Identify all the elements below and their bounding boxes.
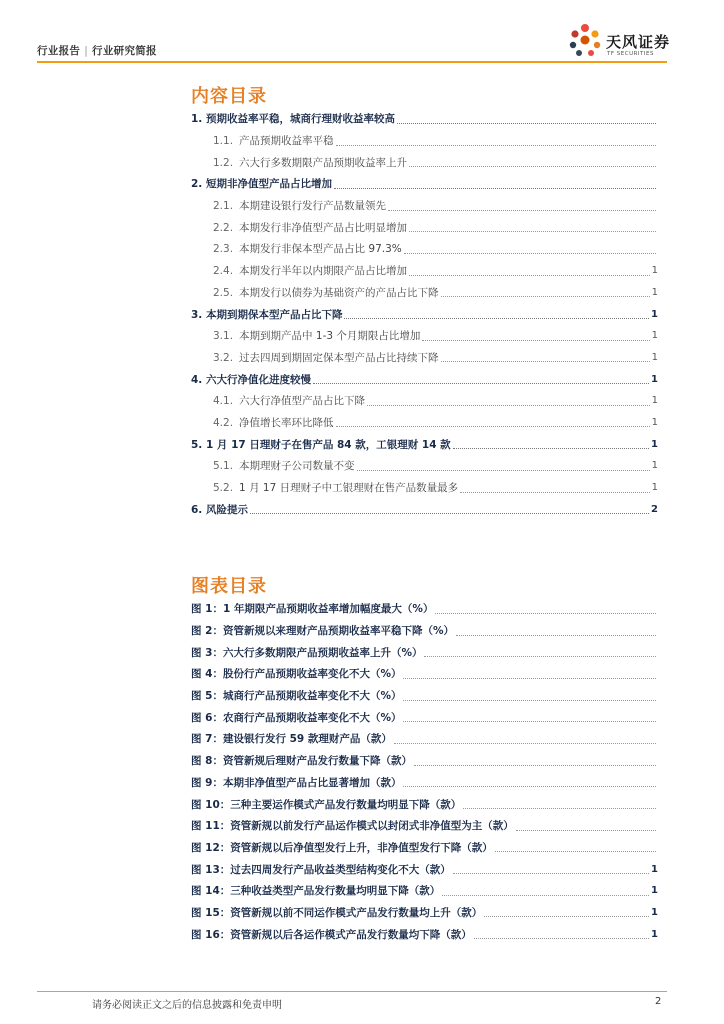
toc-entry[interactable] [191, 108, 658, 130]
figure-entry-text [191, 623, 454, 638]
toc-entry-number: 2.2. [213, 221, 234, 234]
figure-entry-text [191, 818, 514, 833]
figure-entry-text [191, 710, 401, 725]
toc-entry-text [191, 176, 332, 191]
toc-entry-page: 1 [651, 265, 658, 277]
figure-dot-leader [403, 689, 656, 701]
toc-dot-leader [409, 155, 656, 167]
figure-list-title: 图表目录 [191, 576, 267, 597]
figure-dot-leader [435, 602, 656, 614]
figure-dot-leader [463, 797, 656, 809]
figure-entry[interactable] [191, 923, 658, 945]
tf-securities-logo [566, 22, 676, 60]
toc-entry[interactable] [191, 173, 658, 195]
toc-entry-text [213, 155, 407, 170]
figure-entry[interactable] [191, 706, 658, 728]
table-of-contents [191, 108, 658, 520]
toc-entry-number: 2.1. [213, 200, 234, 213]
figure-entry[interactable] [191, 880, 658, 902]
figure-entry[interactable] [191, 750, 658, 772]
toc-entry-label: 本期发行半年以内期限产品占比增加 [239, 265, 408, 278]
toc-entry[interactable] [191, 260, 658, 282]
toc-entry[interactable] [191, 325, 658, 347]
toc-entry-text [191, 372, 311, 387]
toc-entry[interactable] [191, 303, 658, 325]
toc-entry-page: 1 [651, 460, 658, 472]
toc-entry-page: 1 [651, 286, 658, 298]
toc-entry[interactable] [191, 477, 658, 499]
page-header [0, 0, 724, 66]
toc-entry-label: 5. 1 月 17 日理财子在售产品 84 款，工银理财 14 款 [191, 438, 451, 451]
toc-entry-number: 3.1. [213, 330, 234, 343]
toc-dot-leader [334, 177, 656, 189]
toc-dot-leader [357, 459, 650, 471]
toc-entry-page: 1 [651, 438, 658, 450]
figure-entry-label: 图 7：建设银行发行 59 款理财产品（款） [191, 733, 392, 746]
toc-dot-leader [367, 394, 650, 406]
logo-chinese-name: 天风证券 [606, 33, 671, 51]
figure-dot-leader [403, 710, 656, 722]
toc-entry-text [191, 502, 248, 517]
toc-dot-leader [453, 437, 649, 449]
toc-entry-number: 5.2. [213, 482, 234, 495]
toc-entry[interactable] [191, 498, 658, 520]
toc-entry-label: 2. 短期非净值型产品占比增加 [191, 178, 332, 191]
figure-dot-leader [424, 645, 656, 657]
toc-dot-leader [460, 481, 650, 493]
figure-entry-label: 图 5：城商行产品预期收益率变化不大（%） [191, 690, 402, 703]
toc-entry-text [191, 437, 451, 452]
toc-entry-label: 产品预期收益率平稳 [239, 135, 334, 148]
figure-entry-label: 图 1：1 年期限产品预期收益率增加幅度最大（%） [191, 603, 434, 616]
page-number: 2 [655, 996, 662, 1007]
figure-entry-label: 图 6：农商行产品预期收益率变化不大（%） [191, 711, 402, 724]
toc-dot-leader [409, 264, 650, 276]
figure-entry-page: 1 [651, 885, 658, 897]
toc-entry-text [213, 198, 386, 213]
logo-english-name: TF SECURITIES [607, 51, 654, 57]
toc-entry[interactable] [191, 130, 658, 152]
figure-entry-text [191, 840, 493, 855]
toc-entry[interactable] [191, 151, 658, 173]
toc-entry-label: 本期发行非保本型产品占比 97.3% [239, 243, 402, 256]
toc-dot-leader [336, 415, 650, 427]
figure-dot-leader [456, 624, 656, 636]
toc-entry-text [213, 415, 334, 430]
figure-entry-text [191, 862, 451, 877]
toc-entry-text [213, 133, 334, 148]
toc-entry-number: 4.1. [213, 395, 234, 408]
toc-dot-leader [441, 285, 650, 297]
toc-dot-leader [422, 329, 649, 341]
figure-entry-page: 1 [651, 863, 658, 875]
figure-entry-text [191, 666, 401, 681]
figure-entry[interactable] [191, 902, 658, 924]
figure-entry-text [191, 601, 433, 616]
figure-dot-leader [403, 667, 656, 679]
toc-entry-page: 1 [651, 308, 658, 320]
toc-entry-label: 3. 本期到期保本型产品占比下降 [191, 308, 343, 321]
figure-entry-label: 图 8：资管新规后理财产品发行数量下降（款） [191, 755, 412, 768]
header-divider [37, 61, 667, 63]
figure-entry-label: 图 16：资管新规以后各运作模式产品发行数量均下降（款） [191, 928, 472, 941]
figure-entry-text [191, 775, 401, 790]
figure-dot-leader [394, 732, 656, 744]
toc-entry-text [213, 328, 420, 343]
figure-entry-label: 图 9：本期非净值型产品占比显著增加（款） [191, 776, 402, 789]
figure-entry[interactable] [191, 858, 658, 880]
toc-entry-page: 1 [651, 395, 658, 407]
toc-entry[interactable] [191, 390, 658, 412]
figure-entry-label: 图 11：资管新规以前发行产品运作模式以封闭式非净值型为主（款） [191, 820, 514, 833]
toc-entry-label: 本期建设银行发行产品数量领先 [239, 200, 387, 213]
toc-entry-number: 2.4. [213, 265, 234, 278]
toc-entry-label: 6. 风险提示 [191, 503, 248, 516]
disclaimer-note: 请务必阅读正文之后的信息披露和免责申明 [92, 1000, 282, 1011]
toc-dot-leader [409, 220, 656, 232]
toc-entry-label: 1 月 17 日理财子中工银理财在售产品数量最多 [239, 482, 459, 495]
figure-entry-label: 图 2：资管新规以来理财产品预期收益率平稳下降（%） [191, 625, 454, 638]
figure-dot-leader [442, 884, 649, 896]
figure-entry-text [191, 688, 401, 703]
toc-entry-page: 1 [651, 416, 658, 428]
figure-entry-text [191, 905, 482, 920]
report-subtype: 行业研究简报 [92, 45, 157, 57]
toc-entry[interactable] [191, 238, 658, 260]
toc-entry[interactable] [191, 216, 658, 238]
figure-entry[interactable] [191, 772, 658, 794]
toc-dot-leader [336, 134, 656, 146]
toc-entry-label: 4. 六大行净值化进度较慢 [191, 373, 311, 386]
toc-entry-label: 本期到期产品中 1-3 个月期限占比增加 [239, 330, 421, 343]
toc-entry-number: 4.2. [213, 416, 234, 429]
figure-entry-text [191, 753, 412, 768]
figure-dot-leader [414, 754, 656, 766]
figure-dot-leader [403, 775, 656, 787]
toc-entry-label: 过去四周到期固定保本型产品占比持续下降 [239, 351, 439, 364]
toc-dot-leader [441, 350, 650, 362]
figure-dot-leader [474, 927, 649, 939]
toc-dot-leader [397, 112, 656, 124]
toc-entry-page: 1 [651, 351, 658, 363]
toc-entry-number: 1.1. [213, 135, 234, 148]
figure-entry[interactable] [191, 620, 658, 642]
footer-divider [37, 991, 667, 992]
figure-entry-label: 图 13：过去四周发行产品收益类型结构变化不大（款） [191, 863, 451, 876]
toc-entry[interactable] [191, 412, 658, 434]
toc-entry-page: 1 [651, 330, 658, 342]
toc-title: 内容目录 [191, 86, 267, 107]
header-separator: | [84, 45, 89, 57]
figure-entry[interactable] [191, 728, 658, 750]
toc-entry-number: 2.3. [213, 243, 234, 256]
toc-entry-text [213, 350, 439, 365]
figure-entry[interactable] [191, 837, 658, 859]
figure-entry-text [191, 927, 472, 942]
toc-dot-leader [313, 372, 649, 384]
figure-list [191, 598, 658, 945]
toc-entry-number: 2.5. [213, 286, 234, 299]
toc-entry-page: 1 [651, 482, 658, 494]
toc-entry-label: 净值增长率环比降低 [239, 416, 334, 429]
figure-entry[interactable] [191, 598, 658, 620]
toc-entry-text [213, 458, 355, 473]
toc-entry-text [213, 263, 407, 278]
figure-entry-label: 图 12：资管新规以后净值型发行上升，非净值型发行下降（款） [191, 841, 493, 854]
toc-entry-text [213, 285, 439, 300]
figure-entry-label: 图 4：股份行产品预期收益率变化不大（%） [191, 668, 402, 681]
figure-dot-leader [453, 862, 649, 874]
figure-entry[interactable] [191, 793, 658, 815]
toc-entry-text [213, 241, 402, 256]
toc-entry-label: 本期发行以债券为基础资产的产品占比下降 [239, 286, 439, 299]
toc-entry-page: 2 [651, 503, 658, 515]
figure-dot-leader [516, 819, 656, 831]
report-category [37, 43, 157, 58]
toc-entry-label: 六大行多数期限产品预期收益率上升 [239, 156, 408, 169]
toc-entry-number: 1.2. [213, 156, 234, 169]
toc-entry[interactable] [191, 433, 658, 455]
figure-entry[interactable] [191, 663, 658, 685]
toc-entry[interactable] [191, 347, 658, 369]
figure-entry[interactable] [191, 685, 658, 707]
toc-entry-page: 1 [651, 373, 658, 385]
figure-dot-leader [495, 840, 656, 852]
toc-entry-text [213, 220, 407, 235]
figure-entry[interactable] [191, 641, 658, 663]
figure-dot-leader [484, 905, 649, 917]
figure-entry[interactable] [191, 815, 658, 837]
toc-entry-label: 本期发行非净值型产品占比明显增加 [239, 221, 408, 234]
toc-entry-text [213, 393, 365, 408]
figure-entry-label: 图 3：六大行多数期限产品预期收益率上升（%） [191, 646, 423, 659]
figure-entry-text [191, 797, 461, 812]
figure-entry-page: 1 [651, 906, 658, 918]
toc-entry-label: 六大行净值型产品占比下降 [239, 395, 366, 408]
figure-entry-label: 图 10：三种主要运作模式产品发行数量均明显下降（款） [191, 798, 462, 811]
toc-entry-label: 1. 预期收益率平稳，城商行理财收益率较高 [191, 113, 395, 126]
figure-entry-text [191, 731, 392, 746]
figure-entry-page: 1 [651, 928, 658, 940]
figure-entry-text [191, 883, 440, 898]
figure-entry-label: 图 15：资管新规以前不同运作模式产品发行数量均上升（款） [191, 906, 483, 919]
figure-entry-label: 图 14：三种收益类型产品发行数量均明显下降（款） [191, 885, 441, 898]
toc-entry-text [191, 307, 342, 322]
toc-dot-leader [344, 307, 649, 319]
toc-dot-leader [404, 242, 656, 254]
toc-entry-label: 本期理财子公司数量不变 [239, 460, 355, 473]
toc-entry[interactable] [191, 368, 658, 390]
toc-entry-text [191, 111, 395, 126]
figure-entry-text [191, 645, 422, 660]
toc-entry-number: 5.1. [213, 460, 234, 473]
report-type: 行业报告 [37, 45, 81, 57]
toc-entry-text [213, 480, 458, 495]
toc-entry[interactable] [191, 195, 658, 217]
tf-flower-logo-icon [566, 22, 604, 60]
toc-dot-leader [250, 502, 649, 514]
toc-entry[interactable] [191, 455, 658, 477]
toc-entry-number: 3.2. [213, 351, 234, 364]
toc-entry[interactable] [191, 282, 658, 304]
toc-dot-leader [388, 199, 656, 211]
